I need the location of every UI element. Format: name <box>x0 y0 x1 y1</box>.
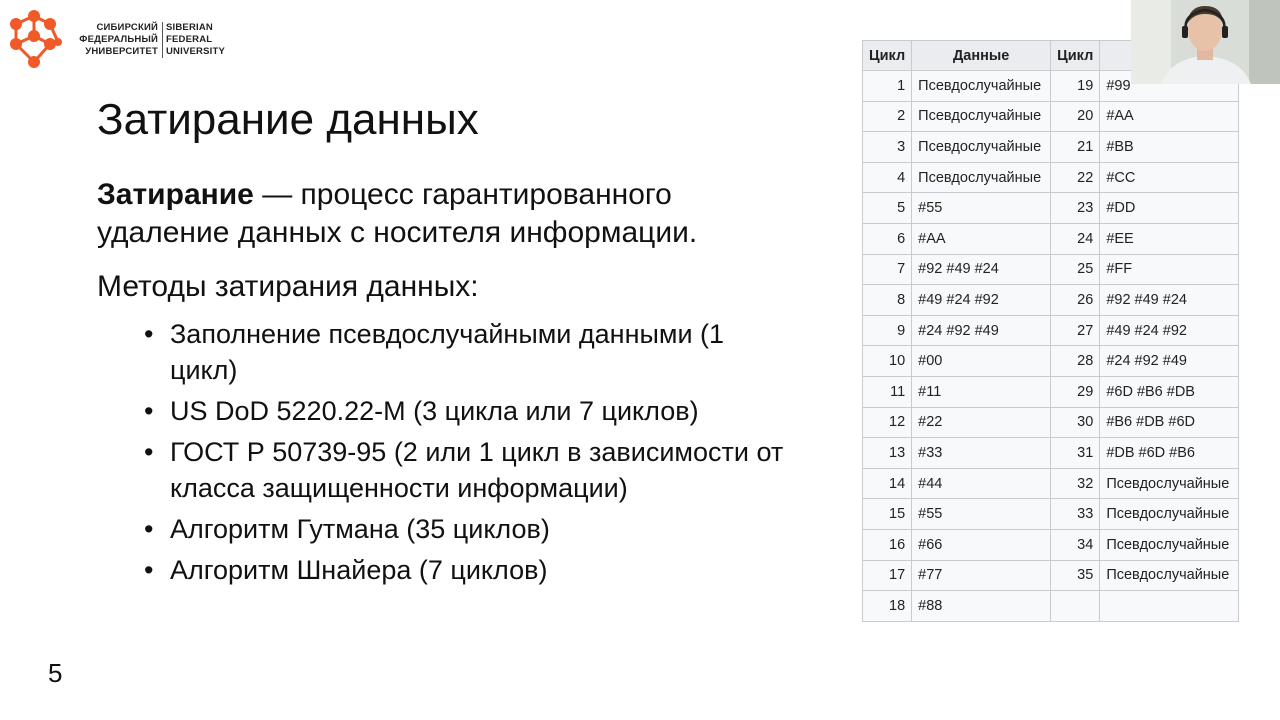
cycle-cell: 15 <box>863 499 912 530</box>
logo-text-en <box>166 22 225 58</box>
data-cell: Псевдослучайные <box>912 132 1051 163</box>
cycle-cell: 6 <box>863 223 912 254</box>
data-cell: #AA <box>912 223 1051 254</box>
table-row <box>863 162 1239 193</box>
column-header: Цикл <box>863 41 912 71</box>
method-item: • Алгоритм Гутмана (35 циклов) <box>144 511 794 547</box>
molecule-logo-icon <box>6 8 68 72</box>
data-cell: Псевдослучайные <box>912 162 1051 193</box>
data-cell: #AA <box>1100 101 1239 132</box>
university-logo <box>6 8 236 72</box>
table-row <box>863 407 1239 438</box>
table-row <box>863 223 1239 254</box>
slide-title: Затирание данных <box>97 95 479 144</box>
table-row <box>863 132 1239 163</box>
cycle-cell: 9 <box>863 315 912 346</box>
column-header: Данные <box>912 41 1051 71</box>
presenter-video-icon <box>1131 0 1280 84</box>
cycle-cell: 30 <box>1051 407 1100 438</box>
webcam-video <box>1131 0 1280 84</box>
data-cell: #99 <box>1100 71 1239 102</box>
cycle-cell: 35 <box>1051 560 1100 591</box>
cycle-cell: 17 <box>863 560 912 591</box>
page-number: 5 <box>48 658 63 688</box>
cycle-cell: 26 <box>1051 285 1100 316</box>
data-cell: #11 <box>912 376 1051 407</box>
cycle-cell: 11 <box>863 376 912 407</box>
cycle-cell: 7 <box>863 254 912 285</box>
cycle-cell: 34 <box>1051 529 1100 560</box>
table-row <box>863 285 1239 316</box>
column-header: Цикл <box>1051 41 1100 71</box>
data-cell: Псевдослучайные <box>912 71 1051 102</box>
cycle-cell: 29 <box>1051 376 1100 407</box>
cycle-cell: 8 <box>863 285 912 316</box>
data-cell: #44 <box>912 468 1051 499</box>
data-cell: Псевдослучайные <box>1100 499 1239 530</box>
logo-en-line: UNIVERSITY <box>166 46 226 57</box>
data-cell: #DD <box>1100 193 1239 224</box>
cycle-cell: 33 <box>1051 499 1100 530</box>
data-cell: #CC <box>1100 162 1239 193</box>
data-cell: #DB #6D #B6 <box>1100 438 1239 469</box>
cycle-cell: 4 <box>863 162 912 193</box>
data-cell: Псевдослучайные <box>1100 468 1239 499</box>
cycle-cell: 32 <box>1051 468 1100 499</box>
definition-text: — процесс гарантированного удаление данных с носителя информации. <box>97 178 698 249</box>
data-cell: #24 #92 #49 <box>912 315 1051 346</box>
cycle-cell: 28 <box>1051 346 1100 377</box>
method-item: • ГОСТ Р 50739-95 (2 или 1 цикл в зависимости от класса защищенности информации) <box>144 434 794 506</box>
cycle-cell: 20 <box>1051 101 1100 132</box>
cycle-cell: 2 <box>863 101 912 132</box>
cycle-cell <box>1051 591 1100 622</box>
table-row <box>863 438 1239 469</box>
data-cell: #88 <box>912 591 1051 622</box>
logo-en-line: FEDERAL <box>166 34 213 45</box>
table-row <box>863 346 1239 377</box>
table-row <box>863 499 1239 530</box>
cycle-cell: 3 <box>863 132 912 163</box>
data-cell <box>1100 591 1239 622</box>
data-cell: #24 #92 #49 <box>1100 346 1239 377</box>
data-cell: #6D #B6 #DB <box>1100 376 1239 407</box>
table-row <box>863 101 1239 132</box>
cycle-cell: 25 <box>1051 254 1100 285</box>
table-row <box>863 468 1239 499</box>
cycle-cell: 10 <box>863 346 912 377</box>
method-item: • US DoD 5220.22-M (3 цикла или 7 циклов) <box>144 393 794 429</box>
data-cell: #B6 #DB #6D <box>1100 407 1239 438</box>
cycle-cell: 23 <box>1051 193 1100 224</box>
cycle-cell: 22 <box>1051 162 1100 193</box>
table-row <box>863 529 1239 560</box>
methods-list <box>144 316 794 593</box>
logo-ru-line: ФЕДЕРАЛЬНЫЙ <box>79 34 158 45</box>
cycle-cell: 12 <box>863 407 912 438</box>
data-cell: #92 #49 #24 <box>912 254 1051 285</box>
methods-heading: Методы затирания данных: <box>97 270 479 303</box>
cycle-cell: 5 <box>863 193 912 224</box>
logo-divider <box>162 22 163 58</box>
cycle-cell: 1 <box>863 71 912 102</box>
logo-ru-line: СИБИРСКИЙ <box>96 22 158 33</box>
data-cell: #BB <box>1100 132 1239 163</box>
logo-text-ru <box>72 22 158 58</box>
cycle-cell: 16 <box>863 529 912 560</box>
logo-en-line: SIBERIAN <box>166 22 213 33</box>
data-cell: #49 #24 #92 <box>912 285 1051 316</box>
cycle-cell: 18 <box>863 591 912 622</box>
cycle-cell: 21 <box>1051 132 1100 163</box>
data-cell: #00 <box>912 346 1051 377</box>
data-cell: #FF <box>1100 254 1239 285</box>
cycle-cell: 24 <box>1051 223 1100 254</box>
cycle-cell: 14 <box>863 468 912 499</box>
data-cell: #92 #49 #24 <box>1100 285 1239 316</box>
cycle-cell: 19 <box>1051 71 1100 102</box>
data-cell: Псевдослучайные <box>912 101 1051 132</box>
cycle-cell: 27 <box>1051 315 1100 346</box>
data-cell: #55 <box>912 193 1051 224</box>
data-cell: #49 #24 #92 <box>1100 315 1239 346</box>
data-cell: Псевдослучайные <box>1100 529 1239 560</box>
overwrite-cycles-table <box>862 40 1240 622</box>
table-row <box>863 254 1239 285</box>
data-cell: #EE <box>1100 223 1239 254</box>
method-item: • Заполнение псевдослучайными данными (1 цикл) <box>144 316 794 388</box>
logo-ru-line: УНИВЕРСИТЕТ <box>85 46 158 57</box>
table-row <box>863 376 1239 407</box>
data-cell: #66 <box>912 529 1051 560</box>
definition-term: Затирание <box>97 178 254 211</box>
cycle-cell: 13 <box>863 438 912 469</box>
table-row <box>863 560 1239 591</box>
table-row <box>863 591 1239 622</box>
table-row <box>863 315 1239 346</box>
data-cell: #77 <box>912 560 1051 591</box>
data-cell: Псевдослучайные <box>1100 560 1239 591</box>
data-cell: #22 <box>912 407 1051 438</box>
cycle-cell: 31 <box>1051 438 1100 469</box>
method-item: • Алгоритм Шнайера (7 циклов) <box>144 552 794 588</box>
definition-paragraph <box>97 176 797 252</box>
data-cell: #55 <box>912 499 1051 530</box>
data-cell: #33 <box>912 438 1051 469</box>
table-row <box>863 193 1239 224</box>
